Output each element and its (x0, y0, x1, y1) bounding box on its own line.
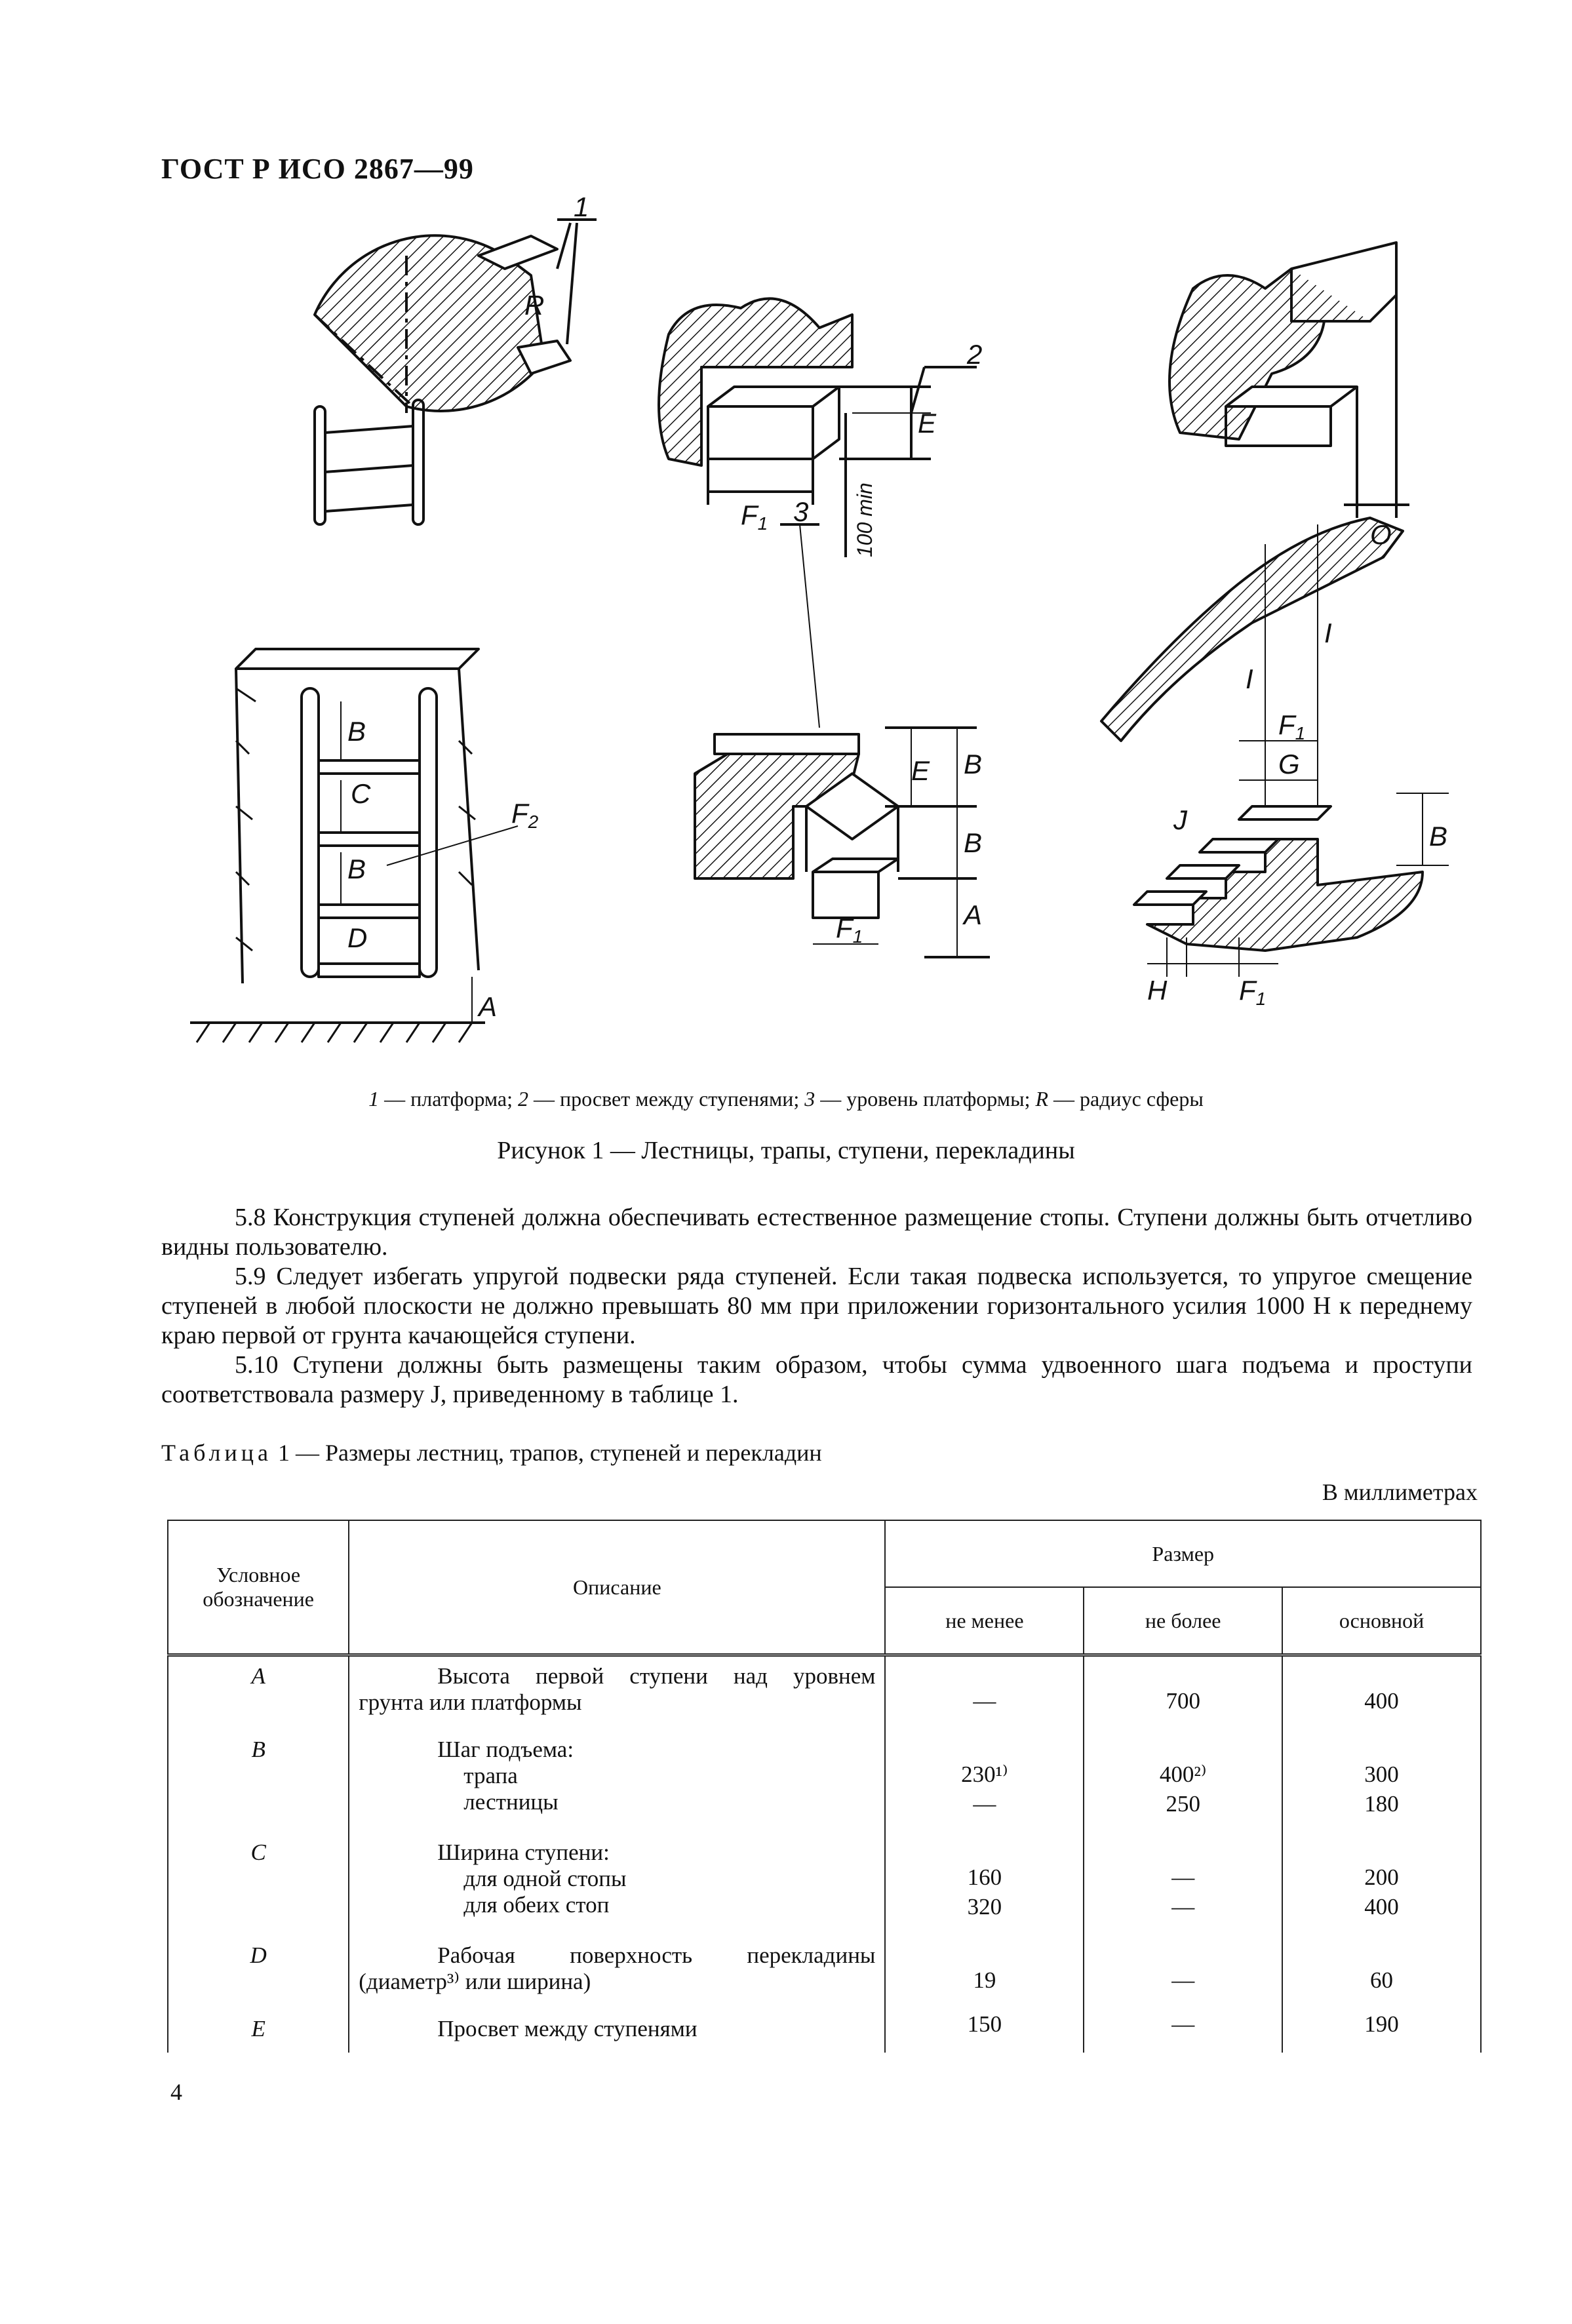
drawing-overhead-clearance (1169, 243, 1409, 518)
value-min (895, 1833, 1074, 1862)
cell-min (885, 2009, 1084, 2042)
legend-text-r: — радиус сферы (1048, 1087, 1204, 1111)
value-nom: 200 (1364, 1864, 1399, 1890)
cell-nom (1282, 1833, 1481, 1921)
cell-symbol: E (168, 2009, 349, 2042)
value-nom: 60 (1370, 1967, 1394, 1993)
cell-nom (1282, 2009, 1481, 2042)
drawing-ladder-front (190, 649, 518, 1042)
cell-max (1084, 1936, 1282, 1995)
value-min: — (973, 1688, 996, 1714)
table-body (168, 1655, 1481, 2053)
table-caption (161, 1439, 822, 1467)
cell-description (349, 2009, 885, 2042)
value-nom: 180 (1364, 1791, 1399, 1817)
cell-nom (1282, 1936, 1481, 1995)
value-max: — (1171, 2011, 1195, 2037)
header-min: не менее (885, 1587, 1084, 1655)
description-lead: Рабочая поверхность перекладины (437, 1942, 876, 1968)
description-line: трапа (463, 1763, 518, 1788)
value-nom: 400 (1364, 1894, 1399, 1920)
value-nom: 300 (1364, 1762, 1399, 1787)
description-lead: Просвет между ступенями (437, 2016, 698, 2041)
label-b-step-1: B (964, 749, 983, 779)
header-symbol: Условное обозначение (168, 1520, 349, 1655)
label-e-step: E (911, 755, 930, 786)
cell-symbol: C (168, 1833, 349, 1921)
legend-text-3: — уровень платформы; (815, 1087, 1036, 1111)
value-min (895, 1936, 1074, 1965)
cell-min (885, 1730, 1084, 1819)
cell-max (1084, 2009, 1282, 2042)
value-max (1093, 1657, 1272, 1686)
table-row (168, 1655, 1481, 1716)
cell-symbol: A (168, 1655, 349, 1716)
cell-nom (1282, 1730, 1481, 1819)
label-f1-b: F1 (836, 913, 863, 947)
row-gap (168, 1819, 1481, 1833)
table-row (168, 1833, 1481, 1921)
label-b-stair: B (1429, 821, 1448, 852)
cell-symbol: D (168, 1936, 349, 1995)
label-i-2: I (1324, 618, 1332, 648)
legend-key-r: R (1035, 1087, 1048, 1111)
legend-key-3: 3 (804, 1087, 815, 1111)
table-row (168, 1936, 1481, 1995)
label-f1-d: F1 (1239, 975, 1267, 1009)
value-max: 700 (1166, 1688, 1200, 1714)
cell-min (885, 1833, 1084, 1921)
document-header: ГОСТ Р ИСО 2867—99 (161, 153, 474, 185)
table-row (168, 1730, 1481, 1819)
description-lead: Высота первой ступени над уровнем (437, 1663, 876, 1689)
label-b-ladder-2: B (347, 854, 366, 884)
value-min: 150 (967, 2011, 1002, 2037)
value-min (895, 1657, 1074, 1686)
value-max: 400²⁾ (1159, 1762, 1207, 1787)
description-lead: Ширина ступени: (437, 1840, 610, 1865)
value-nom: 400 (1364, 1688, 1399, 1714)
cell-max (1084, 1833, 1282, 1921)
value-min: 160 (967, 1864, 1002, 1890)
cell-description (349, 1936, 885, 1995)
label-100-min: 100 min (853, 483, 876, 557)
value-min: — (973, 1791, 996, 1817)
cell-min (885, 1655, 1084, 1716)
description-line: грунта или платформы (359, 1689, 582, 1715)
cell-min (885, 1936, 1084, 1995)
table-caption-text: 1 — Размеры лестниц, трапов, ступеней и перекладин (271, 1440, 822, 1466)
table-caption-word: Таблица (161, 1440, 272, 1466)
table-units: В миллиметрах (1322, 1479, 1478, 1505)
label-f1-c: F1 (1278, 709, 1306, 743)
value-nom (1292, 1833, 1471, 1862)
description-line: (диаметр³⁾ или ширина) (359, 1969, 591, 1994)
label-a-step: A (964, 899, 983, 930)
header-max: не более (1084, 1587, 1282, 1655)
cell-max (1084, 1655, 1282, 1716)
row-gap (168, 1995, 1481, 2009)
label-o: O (1370, 519, 1392, 550)
label-3: 3 (793, 496, 809, 527)
value-nom (1292, 1657, 1471, 1686)
label-1: 1 (574, 191, 589, 222)
dimensions-table (167, 1520, 1482, 2053)
label-e: E (918, 408, 937, 439)
drawing-platform-sphere (315, 220, 597, 524)
header-nominal: основной (1282, 1587, 1481, 1655)
value-nom (1292, 1936, 1471, 1965)
legend-text-1: — платформа; (379, 1087, 518, 1111)
value-max: — (1171, 1967, 1195, 1993)
paragraph-5-9: 5.9 Следует избегать упругой подвески ряда ступеней. Если такая подвеска используется, то упругое смещение ступеней в любой плоскости не должно превышать 80 мм при приложении горизонтального усилия 1000 Н к переднему краю первой от грунта качающейся ступени. (161, 1263, 1472, 1349)
description-line: лестницы (463, 1789, 559, 1815)
paragraph-5-8: 5.8 Конструкция ступеней должна обеспечивать естественное размещение стопы. Ступени должны быть отчетливо видны пользователю. (161, 1204, 1472, 1261)
label-b-step-2: B (964, 827, 983, 858)
label-2: 2 (967, 339, 983, 370)
label-i-1: I (1246, 663, 1253, 694)
row-gap (168, 2042, 1481, 2053)
value-min (895, 1730, 1074, 1760)
row-gap (168, 1921, 1481, 1936)
header-description: Описание (349, 1520, 885, 1655)
cell-description (349, 1730, 885, 1819)
paragraph-5-10: 5.10 Ступени должны быть размещены таким образом, чтобы сумма удвоенного шага подъема и проступи соответствовала размеру J, приведенному в таблице 1. (161, 1351, 1472, 1408)
cell-description (349, 1655, 885, 1716)
row-gap (168, 1716, 1481, 1730)
value-max (1093, 1730, 1272, 1760)
page-number: 4 (170, 2079, 182, 2105)
value-max: — (1171, 1894, 1195, 1920)
description-line: для обеих стоп (463, 1892, 610, 1918)
label-g: G (1278, 749, 1300, 779)
label-b-ladder-1: B (347, 716, 366, 747)
value-nom: 190 (1364, 2011, 1399, 2037)
value-nom (1292, 1730, 1471, 1760)
value-max (1093, 1936, 1272, 1965)
value-max: 250 (1166, 1791, 1200, 1817)
header-size: Размер (885, 1520, 1481, 1587)
label-d: D (347, 922, 368, 953)
figure-title: Рисунок 1 — Лестницы, трапы, ступени, перекладины (497, 1137, 1075, 1164)
table-row (168, 2009, 1481, 2042)
figure-legend (0, 1087, 1572, 1111)
cell-max (1084, 1730, 1282, 1819)
description-lead: Шаг подъема: (437, 1737, 574, 1762)
legend-key-2: 2 (517, 1087, 528, 1111)
figure-drawings (190, 191, 1448, 1082)
cell-nom (1282, 1655, 1481, 1716)
cell-symbol: B (168, 1730, 349, 1819)
value-min: 230¹⁾ (961, 1762, 1008, 1787)
label-h: H (1147, 975, 1168, 1006)
drawing-stair-handrail (1101, 518, 1449, 977)
value-min: 320 (967, 1894, 1002, 1920)
label-a-ladder: A (479, 991, 498, 1022)
value-max: — (1171, 1864, 1195, 1890)
value-max (1093, 1833, 1272, 1862)
label-j: J (1173, 804, 1187, 835)
body-text (161, 1203, 1472, 1409)
figure-1 (190, 191, 1448, 1082)
label-r: R (524, 290, 545, 321)
label-f2: F2 (511, 798, 539, 832)
value-min: 19 (973, 1967, 996, 1993)
legend-text-2: — просвет между ступенями; (528, 1087, 805, 1111)
legend-key-1: 1 (368, 1087, 380, 1111)
cell-description (349, 1833, 885, 1921)
drawing-platform-level (695, 524, 990, 957)
label-c: C (351, 778, 371, 809)
description-line: для одной стопы (463, 1866, 627, 1891)
label-f1-a: F1 (741, 500, 768, 534)
